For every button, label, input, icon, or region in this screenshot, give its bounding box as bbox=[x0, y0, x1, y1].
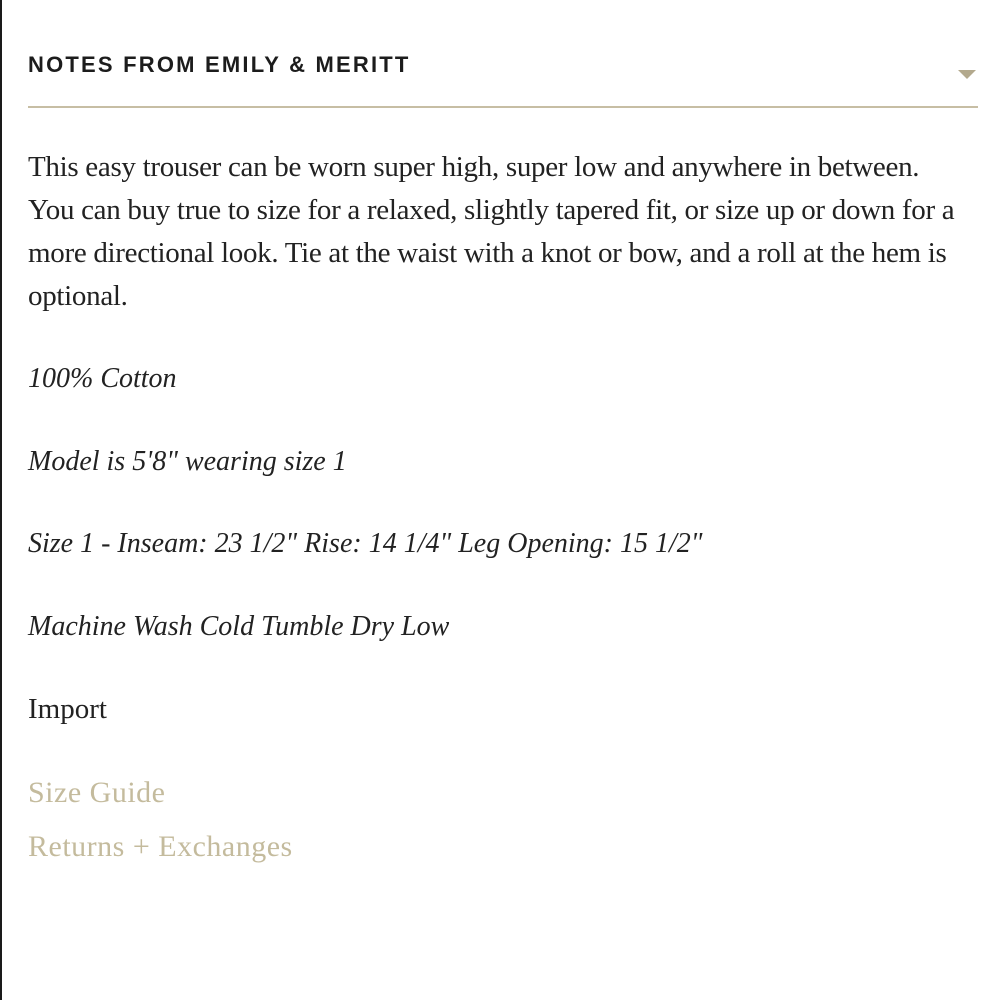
product-description: This easy trouser can be worn super high, super low and anywhere in between. You can buy true to size for a relaxed, slightly tapered fit, or size up or down for a more directional look. Tie at the waist with a knot or bow, and a roll at the hem is optional. bbox=[28, 151, 955, 312]
notes-accordion-header[interactable] bbox=[28, 50, 978, 108]
model-info-text: Model is 5'8" wearing size 1 bbox=[28, 446, 347, 477]
material-text: 100% Cotton bbox=[28, 363, 177, 394]
care-text: Machine Wash Cold Tumble Dry Low bbox=[28, 611, 450, 642]
chevron-down-icon[interactable] bbox=[958, 70, 976, 79]
measurements-text: Size 1 - Inseam: 23 1/2" Rise: 14 1/4" Leg Opening: 15 1/2" bbox=[28, 528, 703, 559]
size-guide-link[interactable]: Size Guide bbox=[28, 776, 166, 809]
accordion-title: NOTES FROM EMILY & MERITT bbox=[28, 52, 411, 77]
returns-exchanges-link[interactable]: Returns + Exchanges bbox=[28, 830, 293, 863]
origin-text: Import bbox=[28, 693, 107, 725]
